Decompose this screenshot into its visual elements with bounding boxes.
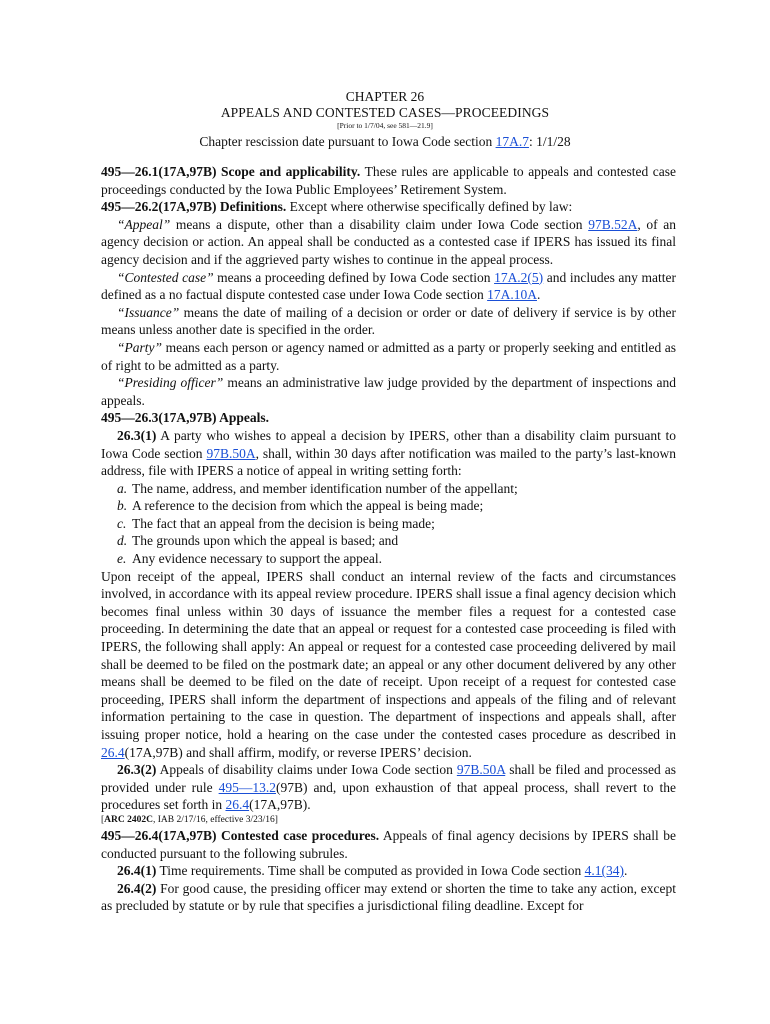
- subrule-26-3-2: 26.3(2) Appeals of disability claims under Iowa Code section 97B.50A shall be filed and processed as provided under rule 495—13.2(97B) and, upon exhaustion of that appeal process, shall revert to the procedures set forth in 26.4(17A,97B).: [101, 762, 677, 813]
- arc-citation: [ARC 2402C, IAB 2/17/16, effective 3/23/16]: [101, 814, 278, 825]
- definition-presiding-officer: “Presiding officer” means an administrative law judge provided by the department of inspections and appeals.: [101, 375, 676, 408]
- rule-number: 495—26.1(17A,97B) Scope and applicability.: [101, 164, 361, 179]
- list-item: b. A reference to the decision from which the appeal is being made;: [117, 498, 484, 514]
- subrule-26-4-1: 26.4(1) Time requirements. Time shall be computed as provided in Iowa Code section 4.1(34).: [117, 863, 628, 879]
- link-97b-50a[interactable]: 97B.50A: [206, 445, 256, 461]
- appeal-requirements-list: [101, 480, 676, 568]
- list-item: d. The grounds upon which the appeal is based; and: [117, 533, 399, 549]
- link-4-1-34[interactable]: 4.1(34): [584, 863, 624, 879]
- definition-issuance: “Issuance” means the date of mailing of a decision or order or date of delivery if service is by other means unless another date is specified in the order.: [101, 304, 676, 338]
- prior-note: [Prior to 1/7/04, see 581—21.9]: [337, 121, 433, 130]
- list-item: c. The fact that an appeal from the decision is being made;: [117, 515, 435, 531]
- link-17a-7[interactable]: 17A.7: [495, 134, 529, 149]
- link-97b-52a[interactable]: 97B.52A: [588, 216, 638, 232]
- rule-number: 495—26.2(17A,97B) Definitions.: [101, 199, 287, 215]
- link-26-4[interactable]: 26.4: [101, 744, 125, 760]
- rule-26-2: 495—26.2(17A,97B) Definitions. Except where otherwise specifically defined by law:: [101, 199, 573, 215]
- link-26-4[interactable]: 26.4: [225, 797, 250, 813]
- list-item: e. Any evidence necessary to support the appeal.: [117, 551, 383, 567]
- definition-appeal: “Appeal” means a dispute, other than a disability claim under Iowa Code section 97B.52A, of an agency decision or action. An appeal shall be conducted as a contested case if IPERS has issued its final agency decision and if the aggrieved party wishes to continue in the appeal process.: [101, 216, 676, 267]
- list-item: a. The name, address, and member identification number of the appellant;: [117, 480, 518, 496]
- chapter-number: CHAPTER 26: [345, 89, 425, 104]
- definition-contested-case: “Contested case” means a proceeding defined by Iowa Code section 17A.2(5) and includes any matter defined as a no factual dispute contested case under Iowa Code section 17A.10A.: [101, 269, 676, 303]
- rule-number: 495—26.4(17A,97B) Contested case procedures.: [101, 827, 380, 843]
- rule-number: 495—26.3(17A,97B) Appeals.: [101, 410, 270, 426]
- rescission-line: Chapter rescission date pursuant to Iowa Code section 17A.7: 1/1/28: [199, 134, 571, 149]
- subrule-26-4-2: 26.4(2) For good cause, the presiding officer may extend or shorten the time to take any action, except as precluded by statute or by rule that specifies a jurisdictional filing deadline. Except for: [101, 880, 676, 914]
- rule-26-3: [101, 409, 676, 427]
- subrule-26-3-1: 26.3(1) A party who wishes to appeal a decision by IPERS, other than a disability claim pursuant to Iowa Code section 97B.50A, shall, within 30 days after notification was mailed to the party’s last-known address, file with IPERS a notice of appeal in writing setting forth:: [101, 427, 676, 479]
- definition-party: “Party” means each person or agency named or admitted as a party or properly seeking and entitled as of right to be admitted as a party.: [101, 339, 676, 373]
- link-17a-10a[interactable]: 17A.10A: [487, 287, 537, 303]
- appeal-receipt-paragraph: Upon receipt of the appeal, IPERS shall conduct an internal review of the facts and circumstances involved, in accordance with its appeal review procedure. IPERS shall issue a final agency decision which becomes final unless within 30 days of issuance the member files a request for a contested case proceeding. In determining the date that an appeal or request for a contested case proceeding is filed with IPERS, the following shall apply: An appeal or request for a contested case proceeding delivered by mail shall be deemed to be filed on the postmark date; an appeal or any other document delivered by any other means shall be deemed to be filed on the date of receipt. Upon receipt of a request for contested case proceeding, IPERS shall inform the department of inspections and appeals of the filing and of relevant information pertaining to the case in question. The department of inspections and appeals shall, after issuing proper notice, hold a hearing on the case under the contested cases procedure as described in 26.4(17A,97B) and shall affirm, modify, or reverse IPERS’ decision.: [101, 568, 676, 760]
- link-495-13-2[interactable]: 495—13.2: [218, 779, 276, 795]
- chapter-title: APPEALS AND CONTESTED CASES—PROCEEDINGS: [220, 105, 550, 120]
- rule-26-1: 495—26.1(17A,97B) Scope and applicability. These rules are applicable to appeals and contested case proceedings conducted by the Iowa Public Employees’ Retirement System.: [101, 164, 676, 197]
- rules-body: [101, 163, 676, 915]
- rule-26-4: 495—26.4(17A,97B) Contested case procedures. Appeals of final agency decisions by IPERS shall be conducted pursuant to the following subrules.: [101, 827, 676, 861]
- link-17a-2-5[interactable]: 17A.2(5): [494, 269, 544, 285]
- link-97b-50a[interactable]: 97B.50A: [456, 762, 506, 778]
